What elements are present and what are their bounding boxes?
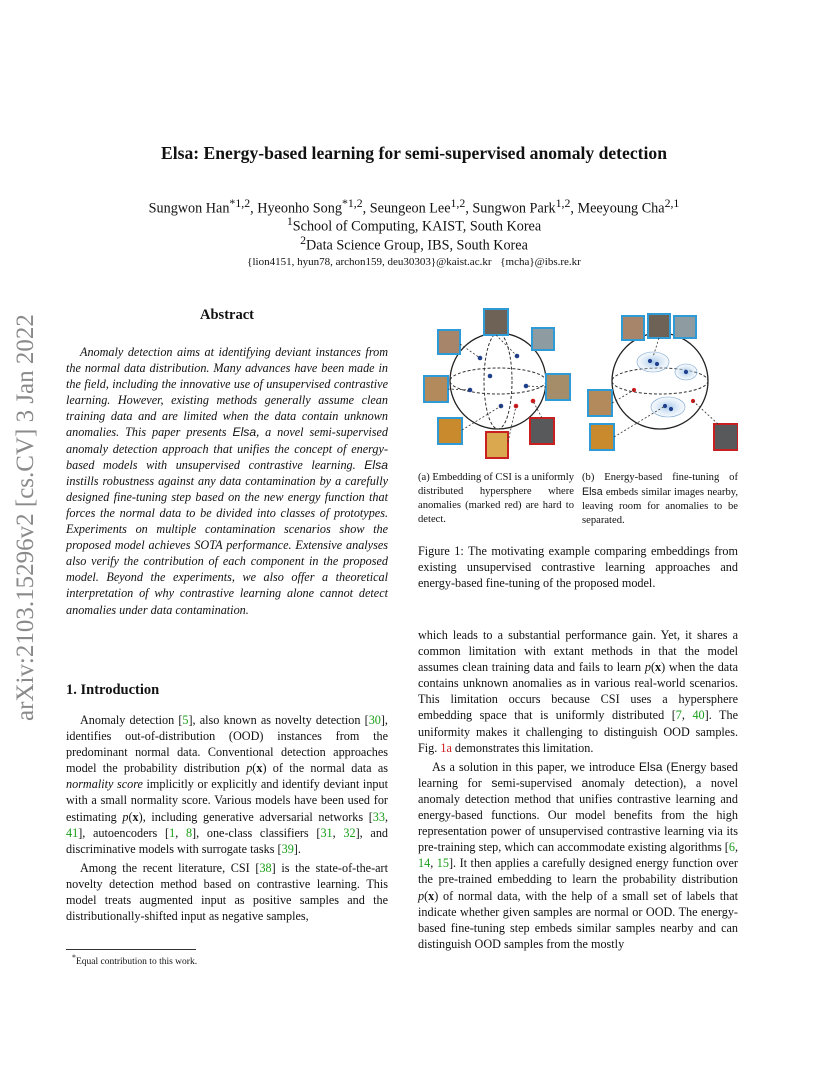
author-list: Sungwon Han$^{*1,2}$, Hyeonho Song$^{*1,2}$, Seungeon Lee$^{1,2}$, Sungwon Park$^{1,2}$, Meeyoung Cha$^{2,1}$ xyxy=(148,196,680,217)
figure-caption: Figure 1: The motivating example comparing embeddings from existing unsupervised contrastive learning approaches and energy-based fine-tuning of the proposed model. xyxy=(418,544,738,591)
email-ibs[interactable]: {mcha}@ibs.re.kr xyxy=(500,256,581,268)
intro-paragraph-2: Among the recent literature, CSI [38] is the state-of-the-art novelty detection method based on contrastive learning. This model treats augmented input as positive samples and the distributionally-shifted input as negative samples, xyxy=(66,860,388,924)
intro-body xyxy=(66,712,388,924)
right-paragraph-2: As a solution in this paper, we introduce Elsa (Energy based learning for semi-supervised anomaly detection), a novel anomaly detection method that unifies contrastive learning and energy-based functions. Our model benefits from the high representation power of unsupervised contrastive learning via its pre-training step, which can accommodate existing algorithms [6, 14, 15]. It then applies a carefully designed energy function over the pre-trained embedding to learn the probability distribution p(x) of normal data, with the help of a small set of labels that indicate whether given samples are normal or OOD. The energy-based fine-tuning step embeds similar samples nearby and can distinguish OOD samples from the mostly xyxy=(418,759,739,951)
footnote-rule xyxy=(66,949,196,950)
intro-heading: 1. Introduction xyxy=(66,682,160,698)
right-paragraph-1: which leads to a substantial performance gain. Yet, it shares a common limitation with extant methods in that the model assumes clean training data and fails to learn p(x) when the data contains unknown anomalies as in various real-world scenarios. This limitation occurs because CSI uses a hypersphere embedding space that is uniformly distributed [7, 40]. The uniformity makes it challenging to distinguish OOD samples. Fig. 1a demonstrates this limitation. xyxy=(418,628,739,755)
abstract-heading: Abstract xyxy=(200,307,254,323)
affiliation-ibs: $^2$Data Science Group, IBS, South Korea xyxy=(300,233,528,254)
caption-b: (b) Energy-based fine-tuning of Elsa embeds similar images nearby, leaving room for anomalies to be separated. xyxy=(582,472,738,526)
footnote: *Equal contribution to this work. xyxy=(72,953,198,968)
abstract-text: Anomaly detection aims at identifying deviant instances from the normal data distribution. Many advances have been made in the field, including the innovative use of unsupervised contrastive learning. However, existing methods generally assume clean training data and are limited when the data contain unknown anomalies. This paper presents Elsa, a novel semi-supervised anomaly detection approach that unifies the concept of energy-based models with unsupervised contrastive learning. Elsa instills robustness against any data contamination by a carefully designed fine-tuning step based on the new energy function that forces the normal data to be divided into classes of prototypes. Experiments on multiple contamination scenarios show the proposed model achieves SOTA performance. Extensive analyses also verify the contribution of each component in the proposed model. Beyond the experiments, we also offer a theoretical interpretation of why contrastive learning alone cannot detect anomalies under data contamination. xyxy=(66,345,388,617)
right-column-body xyxy=(418,627,738,952)
paper-title: Elsa: Energy-based learning for semi-supervised anomaly detection xyxy=(161,143,667,163)
arxiv-stamp: arXiv:2103.15296v2 [cs.CV] 3 Jan 2022 xyxy=(12,314,39,722)
intro-paragraph-1: Anomaly detection [5], also known as novelty detection [30], identifies out-of-distribution (OOD) instances from the predominant normal data. Conventional detection approaches model the probability distribution p(x) of the normal data as normality score implicitly or explicitly and identify deviant input with a small normality score. Various models have been used for estimating p(x), including generative adversarial networks [33, 41], autoencoders [1, 8], one-class classifiers [31, 32], and discriminative models with surrogate tasks [39]. xyxy=(66,713,389,856)
thumbnails-a xyxy=(424,309,570,458)
sphere-b xyxy=(612,333,708,429)
thumbnails-b xyxy=(588,314,738,450)
caption-a: (a) Embedding of CSI is a uniformly distributed hypersphere where anomalies (marked red) are hard to detect. xyxy=(418,472,574,525)
email-kaist[interactable]: {lion4151, hyun78, archon159, deu30303}@kaist.ac.kr xyxy=(247,256,492,268)
figure-1 xyxy=(418,302,738,462)
author-emails xyxy=(0,256,828,268)
affiliation-kaist: $^1$School of Computing, KAIST, South Korea xyxy=(286,214,542,235)
